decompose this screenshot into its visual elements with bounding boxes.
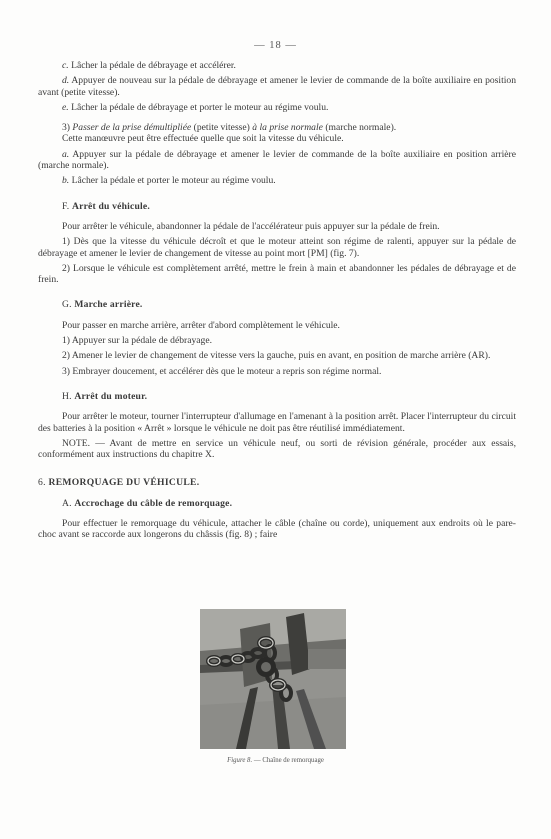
section-g-heading (38, 299, 516, 310)
section-f-intro: Pour arrêter le véhicule, abandonner la pédale de l'accélérateur puis appuyer sur la pédale de frein. (62, 220, 440, 232)
figure-label: Figure 8. (227, 757, 253, 764)
step-text: Appuyer sur la pédale de débrayage et amener le levier de commande de la boîte auxiliaire en position arrière (marche normale). (38, 148, 516, 172)
section-number: 6. (38, 477, 46, 489)
page-body (38, 60, 516, 541)
section-g-intro: Pour passer en marche arrière, arrêter d'abord complètement le véhicule. (62, 319, 340, 331)
shift-step-a (38, 149, 516, 172)
step-text: Lâcher la pédale de débrayage et accélérer. (71, 60, 236, 71)
section-f-item-1: 1) Dès que la vitesse du véhicule décroît et que le moteur atteint son régime de ralenti, appuyer sur la pédale de débrayage et amener le levier de changement de vitesse au point mort [PM] (fig. 7). (38, 236, 516, 259)
section-title: Accrochage du câble de remorquage. (74, 497, 233, 509)
page-number: — 18 — (254, 40, 297, 51)
step-label: c. (62, 60, 69, 71)
note-text: — Avant de mettre en service un véhicule neuf, ou sorti de révision générale, procéder aux essais, conformément aux instructions du chapitre X. (38, 437, 516, 461)
section-a-text: Pour effectuer le remorquage du véhicule, attacher le câble (chaîne ou corde), uniquement aux endroits où le pare-choc avant se raccorde aux longerons du châssis (fig. 8) ; faire (38, 518, 516, 541)
shift-italic-a: Passer de la prise démultipliée (72, 122, 192, 134)
section-title: REMORQUAGE DU VÉHICULE. (48, 477, 200, 489)
step-label: a. (62, 148, 70, 160)
section-label: A. (62, 497, 72, 509)
shift-number: 3) (62, 122, 70, 134)
towing-chain-photo (200, 609, 346, 749)
section-a-heading (38, 498, 516, 509)
section-g-item-2: 2) Amener le levier de changement de vitesse vers la gauche, puis en avant, en position de marche arrière (AR). (62, 350, 491, 362)
shift-step-b (38, 175, 516, 186)
step-text: Appuyer de nouveau sur la pédale de débrayage et amener le levier de commande de la boîte auxiliaire en position avant (petite vitesse). (38, 75, 516, 98)
shift-italic-b: à la prise normale (252, 122, 323, 134)
section-f-item-2: 2) Lorsque le véhicule est complètement arrêté, mettre le frein à main et abandonner les pédales de débrayage et de frein. (38, 262, 516, 286)
section-6-heading (38, 477, 516, 488)
section-label: G. (62, 299, 72, 311)
section-label: F. (62, 200, 70, 212)
step-label: e. (62, 101, 69, 113)
section-f-heading (38, 201, 516, 212)
step-label: d. (62, 75, 70, 87)
step-e (38, 102, 516, 113)
step-label: b. (62, 175, 70, 187)
figure-caption (0, 757, 551, 764)
shift-note: Cette manœuvre peut être effectuée quelle que soit la vitesse du véhicule. (62, 133, 344, 145)
step-d (38, 75, 516, 98)
shift-tail: (marche normale). (325, 122, 397, 134)
section-g-item-3: 3) Embrayer doucement, et accélérer dès que le moteur a repris son régime normal. (62, 365, 382, 377)
shift-mid: (petite vitesse) (193, 122, 250, 134)
figure-caption-text: — Chaîne de remorquage (253, 757, 324, 764)
section-h-text: Pour arrêter le moteur, tourner l'interrupteur d'allumage en l'amenant à la position arrêt. Placer l'interrupteur du circuit des batteries à la position « Arrêt » lorsque le véhicule ne doit pas être réutilisé immédiatement. (38, 411, 516, 434)
note-paragraph (38, 438, 516, 461)
step-c (38, 60, 516, 71)
section-title: Marche arrière. (74, 299, 143, 311)
section-h-heading (38, 391, 516, 402)
shift-heading (38, 122, 516, 133)
step-text: Lâcher la pédale et porter le moteur au régime voulu. (71, 175, 276, 187)
section-title: Arrêt du véhicule. (71, 200, 150, 212)
note-label: NOTE. (62, 437, 90, 449)
section-label: H. (62, 390, 72, 402)
section-g-item-1: 1) Appuyer sur la pédale de débrayage. (62, 335, 212, 347)
section-title: Arrêt du moteur. (74, 390, 148, 402)
step-text: Lâcher la pédale de débrayage et porter le moteur au régime voulu. (71, 101, 329, 113)
